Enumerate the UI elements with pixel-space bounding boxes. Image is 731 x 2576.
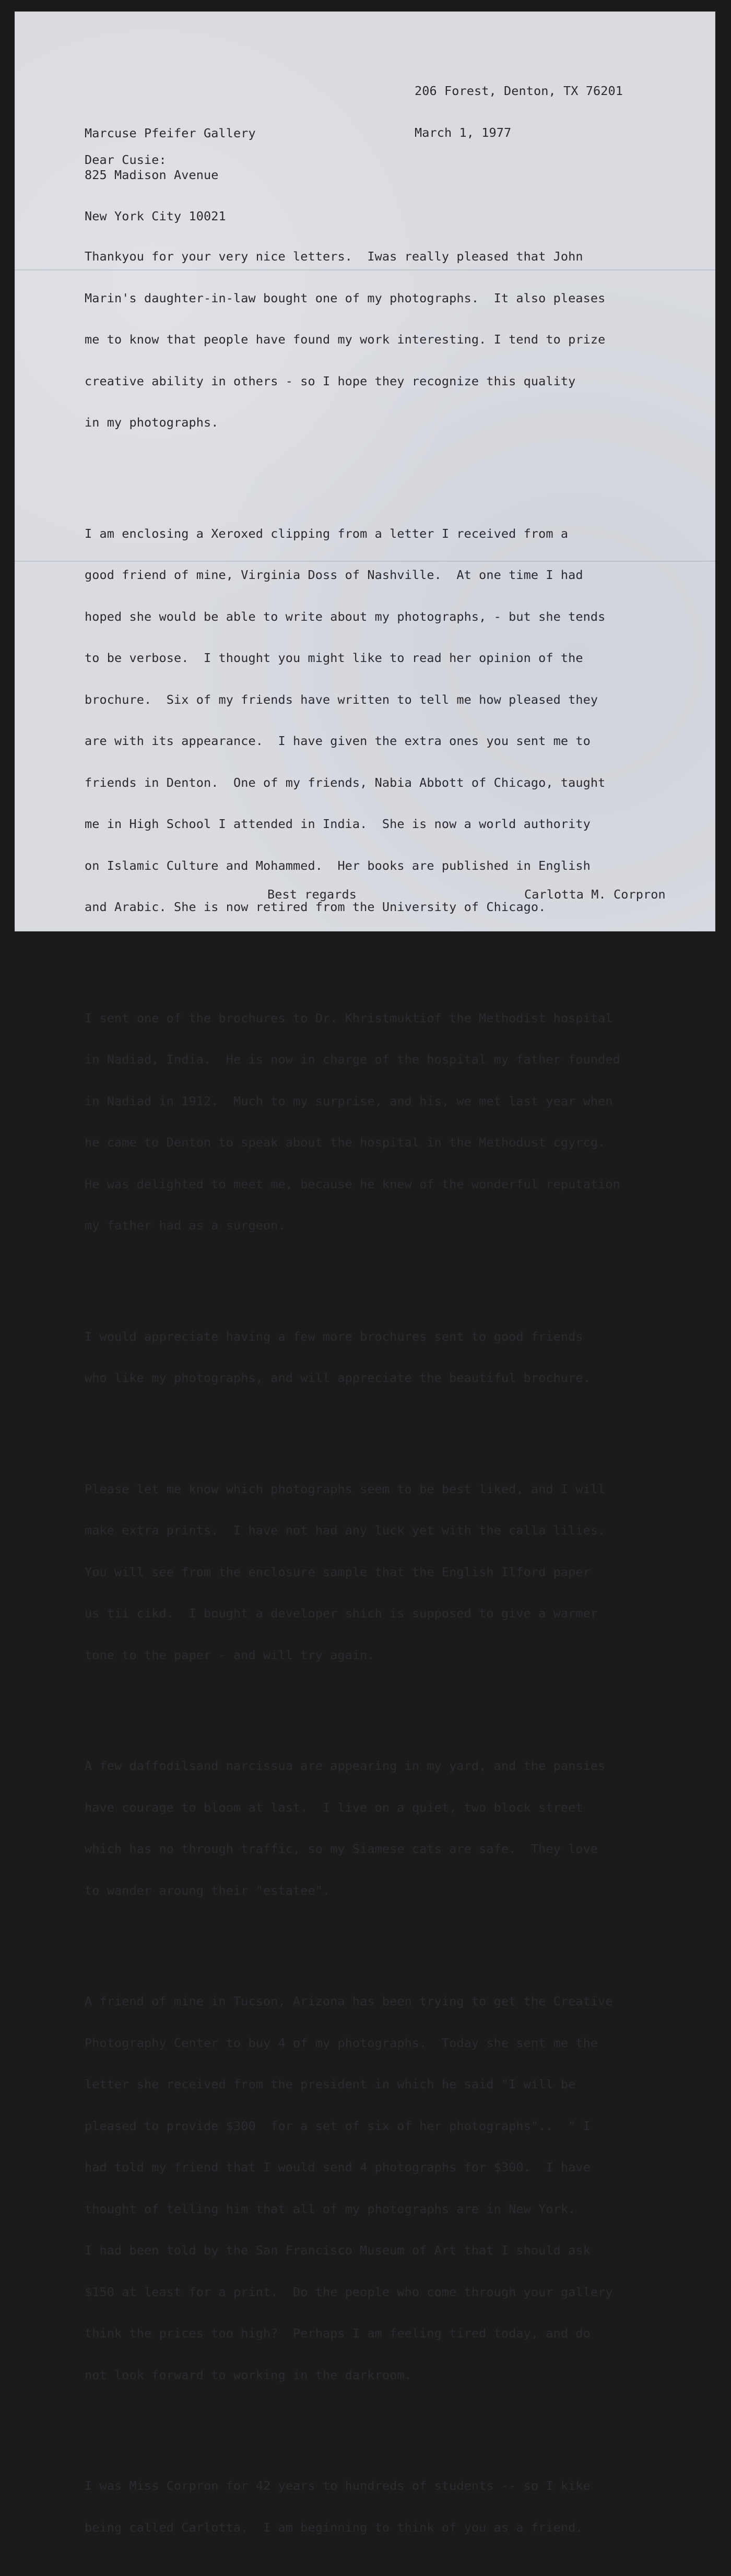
text-line: brochure. Six of my friends have written to tell me how pleased they [85, 692, 598, 707]
text-line: friends in Denton. One of my friends, Nabia Abbott of Chicago, taught [85, 775, 606, 790]
text-line: which has no through traffic, so my Siamese cats are safe. They love [85, 1841, 598, 1856]
text-line: Please let me know which photographs seem to be best liked, and I will [85, 1481, 606, 1496]
recipient-city: New York City 10021 [85, 209, 226, 223]
text-line: A few daffodilsand narcissua are appearing in my yard, and the pansies [85, 1758, 606, 1773]
paragraph [85, 2451, 620, 2562]
paragraph [85, 499, 620, 942]
text-line: I had been told by the San Francisco Museum of Art that I should ask [85, 2243, 591, 2258]
text-line: Thankyou for your very nice letters. Iwas really pleased that John [85, 249, 583, 264]
recipient-name: Marcuse Pfeifer Gallery [85, 126, 256, 140]
text-line: Marin's daughter-in-law bought one of my photographs. It also pleases [85, 290, 606, 305]
text-line: on Islamic Culture and Mohammed. Her books are published in English [85, 858, 591, 873]
text-line: to be verbose. I thought you might like to read her opinion of the [85, 651, 583, 665]
text-line: who like my photographs, and will appreciate the beautiful brochure. [85, 1370, 591, 1385]
text-line: I was Miss Corpron for 42 years to hundreds of students -- so I kike [85, 2478, 591, 2493]
text-line: me in High School I attended in India. She is now a world authority [85, 817, 591, 831]
text-line: are with its appearance. I have given the extra ones you sent me to [85, 734, 591, 748]
text-line: my father had as a surgeon. [85, 1218, 286, 1233]
text-line: us tii cikd. I bought a developer shich is supposed to give a warmer [85, 1606, 598, 1621]
paragraph [85, 1967, 620, 2409]
text-line: in Nadiad in 1912. Much to my surprise, and his, we met last year when [85, 1093, 613, 1108]
sender-address [415, 56, 623, 153]
text-line: You will see from the enclosure sample that the English Ilford paper [85, 1564, 591, 1579]
paragraph [85, 1731, 620, 1925]
text-line: I would appreciate having a few more brochures sent to good friends [85, 1329, 583, 1344]
closing-row [85, 888, 690, 929]
text-line: pleased to provide $300 for a set of six of her photographs".. " I [85, 2118, 591, 2133]
paragraph [85, 984, 620, 1260]
recipient-street: 825 Madison Avenue [85, 167, 219, 182]
text-line: think the prices too high? Perhaps I am feeling tired today, and do [85, 2326, 591, 2341]
sender-street: 206 Forest, Denton, TX 76201 [415, 84, 623, 98]
closing: Best regards [267, 887, 357, 902]
text-line: had told my friend that I would send 4 photographs for $300. I have [85, 2160, 591, 2175]
text-line: good friend of mine, Virginia Doss of Nashville. At one time I had [85, 568, 583, 582]
paragraph [85, 222, 620, 457]
text-line: I am enclosing a Xeroxed clipping from a letter I received from a [85, 526, 569, 541]
text-line: letter she received from the president in which he said "I will be [85, 2077, 576, 2091]
signature: Carlotta M. Corpron [524, 887, 666, 902]
text-line: A friend of mine in Tucson, Arizona has been trying to get the Creative [85, 1994, 613, 2008]
paragraph [85, 1455, 620, 1690]
text-line: hoped she would be able to write about my photographs, - but she tends [85, 609, 606, 624]
text-line: make extra prints. I have not had any luck yet with the calla lilies. [85, 1523, 606, 1538]
text-line: thought of telling him that all of my photographs are in New York. [85, 2201, 576, 2216]
text-line: me to know that people have found my work interesting. I tend to prize [85, 332, 606, 347]
text-line: He was delighted to meet me, because he knew of the wonderful reputation [85, 1176, 620, 1191]
text-line: I sent one of the brochures to Dr. Khristmuktiof the Methodist hospital [85, 1010, 613, 1025]
text-line: have courage to bloom at last. I live on a quiet, two block street [85, 1800, 583, 1815]
text-line: in Nadiad, India. He is now in charge of the hospital my father founded [85, 1052, 620, 1067]
text-line: tone to the paper - and will try again. [85, 1647, 375, 1662]
letter-body [85, 194, 620, 2576]
salutation: Dear Cusie: [85, 152, 167, 167]
text-line: Photography Center to buy 4 of my photographs. Today she sent me the [85, 2035, 598, 2050]
text-line: to wander aroung their "estatee". [85, 1883, 331, 1898]
text-line: being called Carlotta. I am beginning to think of you as a friend. [85, 2520, 583, 2535]
text-line: and Arabic. She is now retired from the University of Chicago. [85, 900, 546, 914]
text-line: not look forward to working in the darkroom. [85, 2367, 412, 2382]
text-line: he came to Denton to speak about the hospital in the Methodust cgyrcg. [85, 1135, 606, 1150]
paragraph [85, 1302, 620, 1413]
text-line: in my photographs. [85, 415, 219, 430]
text-line: $150 at least for a print. Do the people who come through your gallery [85, 2284, 613, 2299]
text-line: creative ability in others - so I hope they recognize this quality [85, 373, 576, 388]
letter-date: March 1, 1977 [415, 125, 512, 140]
